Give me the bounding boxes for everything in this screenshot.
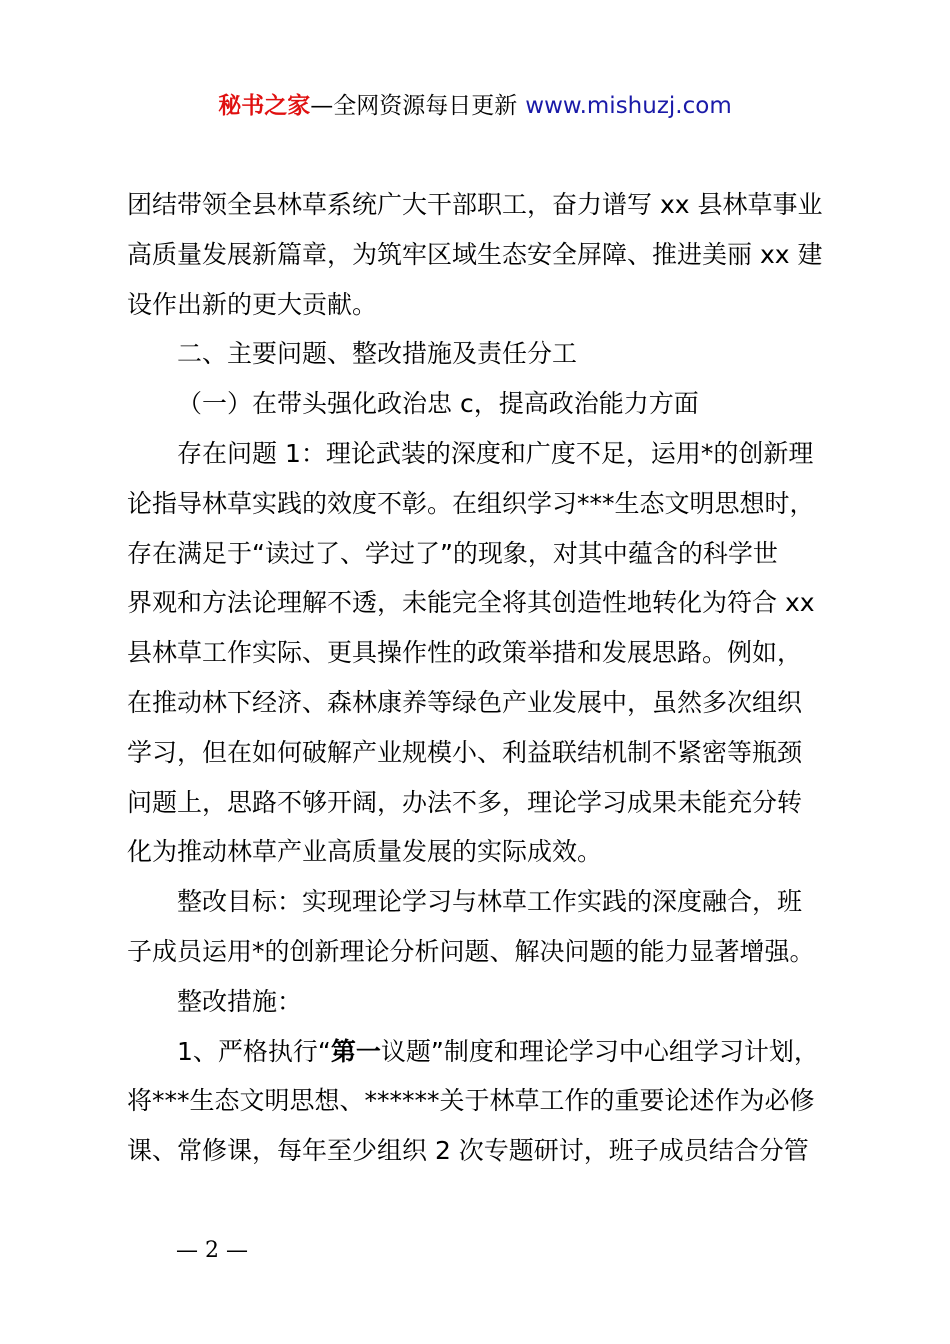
body-line: 课、常修课，每年至少组织 2 次专题研讨，班子成员结合分管 — [127, 1136, 809, 1166]
body-line: 整改措施： — [177, 986, 303, 1016]
body-line: 论指导林草实践的效度不彰。在组织学习***生态文明思想时， — [127, 488, 815, 518]
measure-text-before: 1、严格执行“ — [177, 1036, 331, 1066]
page-number: — 2 — — [176, 1238, 248, 1263]
body-line — [127, 1027, 839, 1077]
body-line: 高质量发展新篇章，为筑牢区域生态安全屏障、推进美丽 xx 建 — [127, 239, 823, 269]
body-line: 整改目标：实现理论学习与林草工作实践的深度融合，班 — [177, 887, 803, 917]
body-line: 学习，但在如何破解产业规模小、利益联结机制不紧密等瓶颈 — [127, 737, 803, 767]
body-line: 问题上，思路不够开阔，办法不多，理论学习成果未能充分转 — [127, 787, 803, 817]
document-header — [0, 86, 950, 126]
brand-name: 秘书之家 — [218, 93, 311, 119]
body-line: 县林草工作实际、更具操作性的政策举措和发展思路。例如， — [127, 638, 803, 668]
body-line: 设作出新的更大贡献。 — [127, 289, 378, 319]
measure-bold-text: 第一 — [330, 1036, 381, 1066]
body-line: 化为推动林草产业高质量发展的实际成效。 — [127, 837, 603, 867]
header-tagline: —全网资源每日更新 — [310, 93, 518, 119]
body-line: 团结带领全县林草系统广大干部职工，奋力谱写 xx 县林草事业 — [127, 190, 823, 219]
body-line: 在推动林下经济、森林康养等绿色产业发展中，虽然多次组织 — [127, 687, 803, 717]
body-line: 界观和方法论理解不透，未能完全将其创造性地转化为符合 xx — [127, 588, 815, 618]
document-body — [127, 180, 839, 1176]
subsection-heading: （一）在带头强化政治忠 c，提高政治能力方面 — [177, 389, 699, 419]
website-url[interactable]: www.mishuzj.com — [525, 93, 732, 119]
section-heading: 二、主要问题、整改措施及责任分工 — [177, 339, 578, 369]
body-line: 将***生态文明思想、******关于林草工作的重要论述作为必修 — [127, 1086, 815, 1116]
body-line: 子成员运用*的创新理论分析问题、解决问题的能力显著增强。 — [127, 936, 815, 966]
body-line: 存在满足于“读过了、学过了”的现象，对其中蕴含的科学世 — [127, 538, 778, 568]
body-line: 存在问题 1：理论武装的深度和广度不足，运用*的创新理 — [177, 438, 814, 468]
measure-text-after: 议题”制度和理论学习中心组学习计划， — [380, 1036, 819, 1066]
